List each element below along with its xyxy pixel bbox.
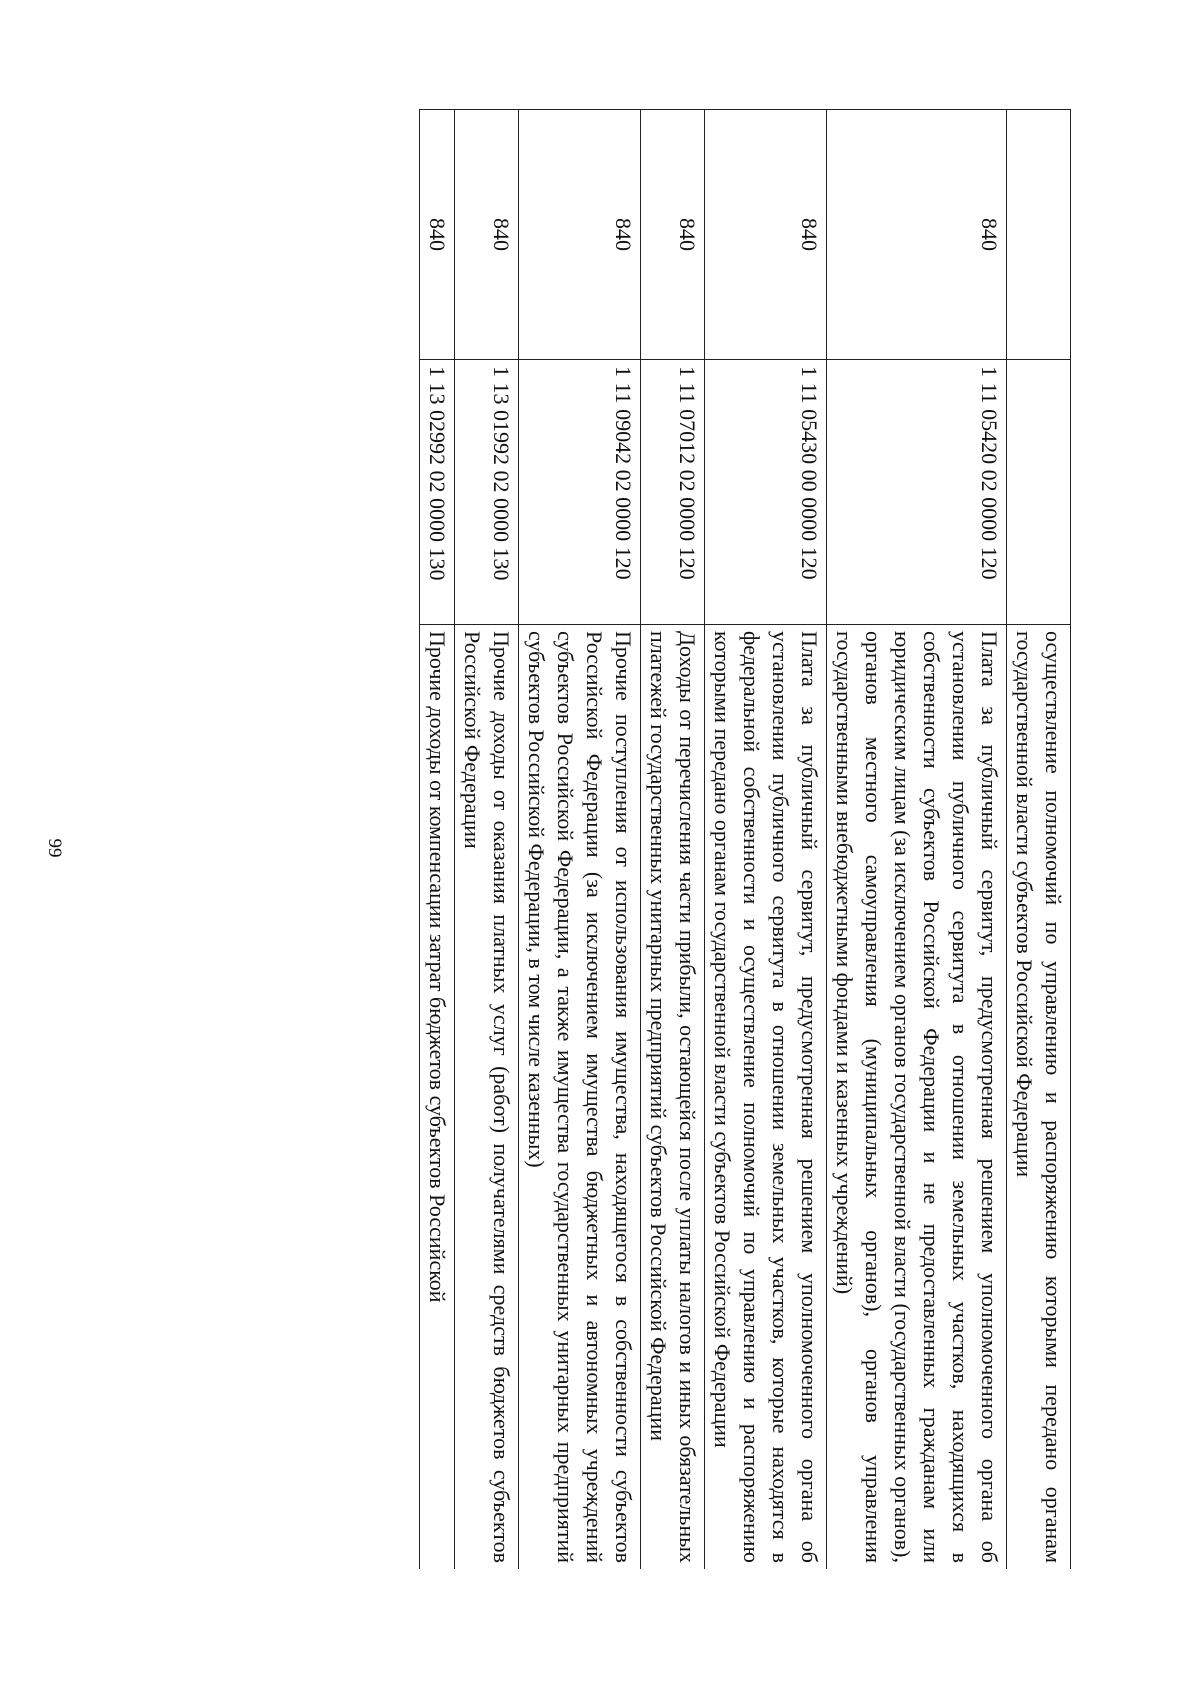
revenue-description-cell: Доходы от перечисления части прибыли, остающейся после уплаты налогов и иных обязательных платежей государственных унитарных предприятий субъектов Российской Федерации bbox=[641, 625, 705, 1570]
revenue-description-cell: Плата за публичный сервитут, предусмотренная решением уполномоченного органа об установлении публичного сервитута в отношении земельных участков, которые находятся в федеральной собственности и осуществление полномочий по управлению и распоряжению которыми передано органам государственной власти субъектов Российской Федерации bbox=[705, 625, 827, 1570]
revenue-description-cell: осуществление полномочий по управлению и распоряжению которыми передано органам государственной власти субъектов Российской Федерации bbox=[1007, 625, 1071, 1570]
kbk-code-cell: 1 11 07012 02 0000 120 bbox=[641, 360, 705, 625]
table-row bbox=[420, 110, 455, 1570]
table-row bbox=[519, 110, 641, 1570]
kbk-code-cell bbox=[1007, 360, 1071, 625]
table-row bbox=[1007, 110, 1071, 1570]
kbk-code-cell: 1 13 02992 02 0000 130 bbox=[420, 360, 455, 625]
kbk-code-cell: 1 11 05430 00 0000 120 bbox=[705, 360, 827, 625]
table-row bbox=[641, 110, 705, 1570]
revenue-description-cell: Прочие поступления от использования имущества, находящегося в собственности субъектов Российской Федерации (за исключением имущества бюджетных и автономных учреждений субъектов Российской Федерации, а также имущества государственных унитарных предприятий субъектов Российской Федерации, в том числе казенных) bbox=[519, 625, 641, 1570]
table-row bbox=[827, 110, 1007, 1570]
table-row bbox=[455, 110, 519, 1570]
rotated-page-region bbox=[134, 109, 1071, 1569]
revenue-description-cell: Прочие доходы от компенсации затрат бюджетов субъектов Российской bbox=[420, 625, 455, 1570]
admin-code-cell: 840 bbox=[455, 110, 519, 360]
budget-revenue-table bbox=[419, 109, 1071, 1569]
admin-code-cell: 840 bbox=[519, 110, 641, 360]
page-number: 99 bbox=[44, 838, 65, 858]
admin-code-cell bbox=[1007, 110, 1071, 360]
revenue-description-cell: Прочие доходы от оказания платных услуг (работ) получателями средств бюджетов субъектов Российской Федерации bbox=[455, 625, 519, 1570]
budget-table-container bbox=[134, 109, 1071, 1569]
admin-code-cell: 840 bbox=[705, 110, 827, 360]
admin-code-cell: 840 bbox=[827, 110, 1007, 360]
admin-code-cell: 840 bbox=[641, 110, 705, 360]
table-row bbox=[705, 110, 827, 1570]
kbk-code-cell: 1 11 05420 02 0000 120 bbox=[827, 360, 1007, 625]
kbk-code-cell: 1 13 01992 02 0000 130 bbox=[455, 360, 519, 625]
kbk-code-cell: 1 11 09042 02 0000 120 bbox=[519, 360, 641, 625]
admin-code-cell: 840 bbox=[420, 110, 455, 360]
revenue-description-cell: Плата за публичный сервитут, предусмотренная решением уполномоченного органа об установлении публичного сервитута в отношении земельных участков, находящихся в собственности субъектов Российской Федерации и не предоставленных гражданам или юридическим лицам (за исключением органов государственной власти (государственных органов), органов местного самоуправления (муниципальных органов), органов управления государственными внебюджетными фондами и казенных учреждений) bbox=[827, 625, 1007, 1570]
